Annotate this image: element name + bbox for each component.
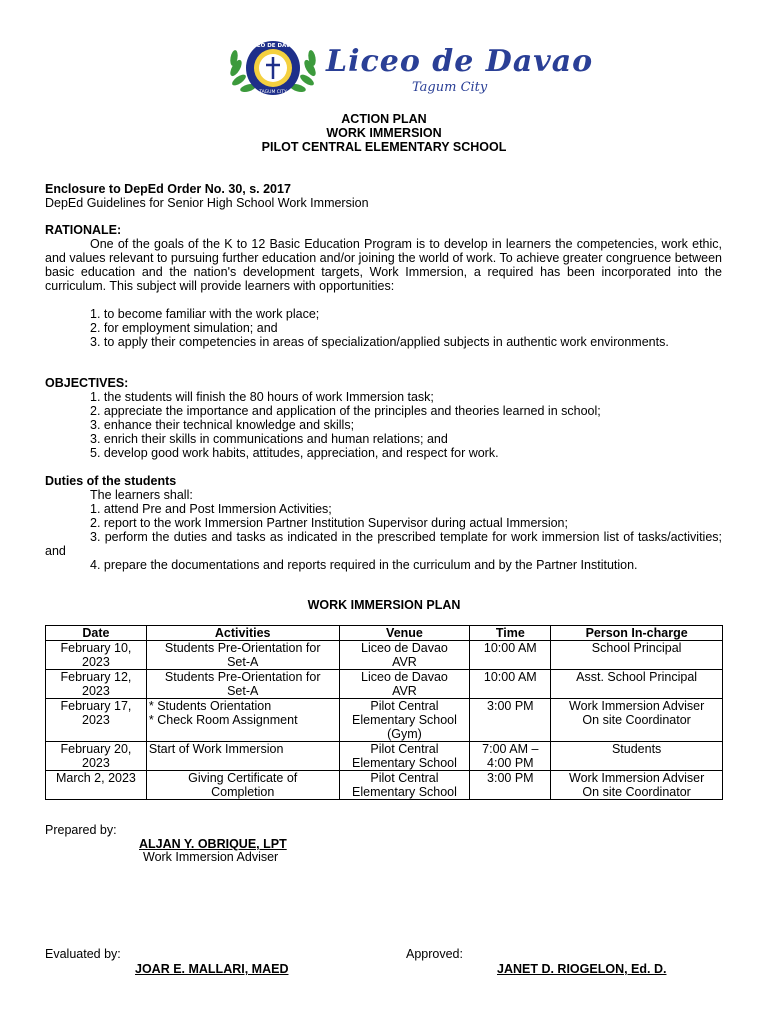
cell-person: Work Immersion Adviser On site Coordinator	[551, 771, 723, 800]
cell-time: 7:00 AM – 4:00 PM	[470, 742, 551, 771]
cell-venue: Pilot Central Elementary School	[339, 742, 470, 771]
header-activities: Activities	[146, 626, 339, 641]
table-row	[46, 670, 723, 699]
rationale-item-2: 2. for employment simulation; and	[90, 321, 278, 335]
table-row	[46, 699, 723, 742]
approved-name: JANET D. RIOGELON, Ed. D.	[497, 962, 667, 976]
rationale-item-1: 1. to become familiar with the work place;	[90, 307, 320, 321]
header-person: Person In-charge	[551, 626, 723, 641]
table-header-row	[46, 626, 723, 641]
duties-heading: Duties of the students	[45, 474, 177, 488]
school-seal-logo	[226, 38, 320, 98]
duty-item-1: 1. attend Pre and Post Immersion Activities;	[90, 502, 332, 516]
header-date: Date	[46, 626, 147, 641]
cell-time: 3:00 PM	[470, 771, 551, 800]
cell-date: February 12, 2023	[46, 670, 147, 699]
duty-item-4: 4. prepare the documentations and reports required in the curriculum and by the Partner Institution.	[90, 558, 638, 572]
rationale-item-3: 3. to apply their competencies in areas of specialization/applied subjects in authentic work environments.	[90, 335, 669, 349]
objective-item: 3. enhance their technical knowledge and skills;	[90, 418, 355, 432]
cell-person: Work Immersion Adviser On site Coordinator	[551, 699, 723, 742]
work-immersion-plan-table	[45, 625, 723, 800]
objective-item: 1. the students will finish the 80 hours of work Immersion task;	[90, 390, 434, 404]
header-time: Time	[470, 626, 551, 641]
objective-item: 3. enrich their skills in communications and human relations; and	[90, 432, 448, 446]
svg-text:TAGUM CITY: TAGUM CITY	[259, 90, 287, 95]
cell-time: 3:00 PM	[470, 699, 551, 742]
cell-person: School Principal	[551, 641, 723, 670]
cell-person: Asst. School Principal	[551, 670, 723, 699]
enclosure-heading: Enclosure to DepEd Order No. 30, s. 2017	[45, 182, 291, 196]
table-row	[46, 771, 723, 800]
cell-venue: Pilot Central Elementary School (Gym)	[339, 699, 470, 742]
cell-time: 10:00 AM	[470, 641, 551, 670]
school-name: Liceo de Davao	[326, 44, 594, 79]
evaluated-by-name: JOAR E. MALLARI, MAED	[135, 962, 289, 976]
plan-title: WORK IMMERSION PLAN	[307, 598, 461, 612]
school-city: Tagum City	[412, 80, 488, 95]
title-school: PILOT CENTRAL ELEMENTARY SCHOOL	[261, 140, 507, 154]
objective-item: 5. develop good work habits, attitudes, appreciation, and respect for work.	[90, 446, 499, 460]
cell-activities: Students Pre-Orientation for Set-A	[146, 641, 339, 670]
cell-venue: Liceo de Davao AVR	[339, 641, 470, 670]
title-action-plan: ACTION PLAN	[341, 112, 427, 126]
svg-text:LICEO DE DAVAO: LICEO DE DAVAO	[247, 43, 299, 49]
rationale-body: One of the goals of the K to 12 Basic Education Program is to develop in learners the competencies, work ethic, and values relevant to pursuing further education and/or joining the world of work. To achieve greater congruence between basic education and the nation's development targets, Work Immersion, a required has been incorporated into the curriculum. This subject will provide learners with opportunities:	[45, 237, 722, 293]
cell-activities: * Students Orientation * Check Room Assignment	[146, 699, 339, 742]
cell-activities: Start of Work Immersion	[146, 742, 339, 771]
enclosure-subtitle: DepEd Guidelines for Senior High School Work Immersion	[45, 196, 369, 210]
duty-item-2: 2. report to the work Immersion Partner Institution Supervisor during actual Immersion;	[90, 516, 568, 530]
objectives-heading: OBJECTIVES:	[45, 376, 129, 390]
cell-venue: Liceo de Davao AVR	[339, 670, 470, 699]
prepared-by-role: Work Immersion Adviser	[143, 850, 279, 864]
approved-label: Approved:	[406, 947, 463, 961]
duties-intro: The learners shall:	[90, 488, 193, 502]
cell-activities: Giving Certificate of Completion	[146, 771, 339, 800]
table-row	[46, 641, 723, 670]
rationale-heading: RATIONALE:	[45, 223, 122, 237]
prepared-by-label: Prepared by:	[45, 823, 117, 837]
cell-venue: Pilot Central Elementary School	[339, 771, 470, 800]
duty-item-3: 3. perform the duties and tasks as indicated in the prescribed template for work immersion list of tasks/activities; and	[45, 530, 722, 558]
cell-date: February 17, 2023	[46, 699, 147, 742]
objective-item: 2. appreciate the importance and application of the principles and theories learned in school;	[90, 404, 601, 418]
cell-date: February 20, 2023	[46, 742, 147, 771]
header-venue: Venue	[339, 626, 470, 641]
cell-date: February 10, 2023	[46, 641, 147, 670]
table-body	[46, 641, 723, 800]
cell-activities: Students Pre-Orientation for Set-A	[146, 670, 339, 699]
prepared-by-name: ALJAN Y. OBRIQUE, LPT	[139, 837, 287, 851]
evaluated-by-label: Evaluated by:	[45, 947, 121, 961]
title-work-immersion: WORK IMMERSION	[326, 126, 442, 140]
cell-time: 10:00 AM	[470, 670, 551, 699]
table-row	[46, 742, 723, 771]
cell-person: Students	[551, 742, 723, 771]
cell-date: March 2, 2023	[46, 771, 147, 800]
